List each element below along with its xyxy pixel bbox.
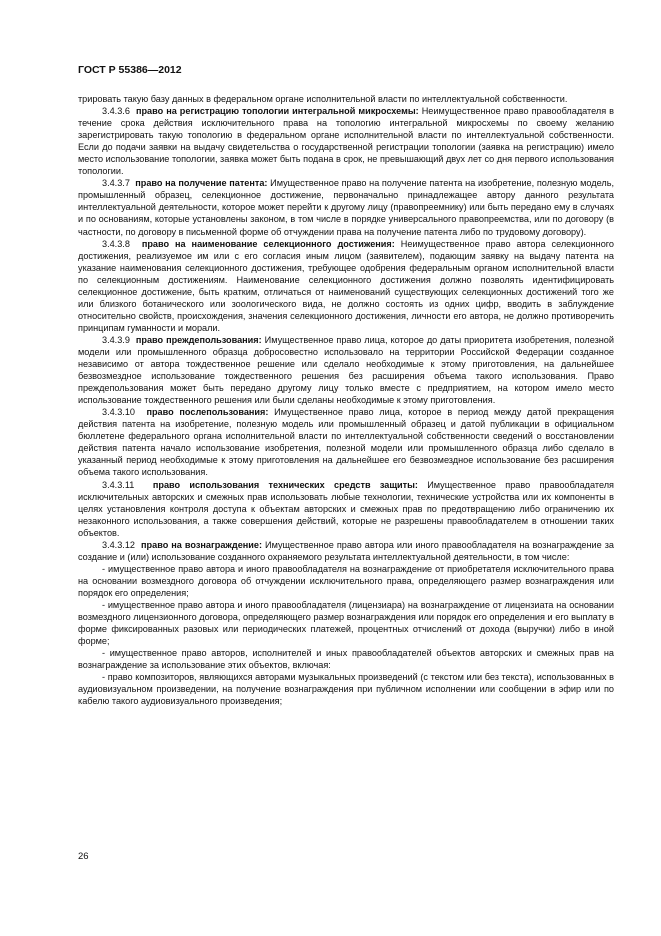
definition-text: Имущественное право автора или иного правообладателя на вознаграждение за создание и (или) использование созданного охраняемого результата интеллектуальной деятельности, в том числе: (78, 539, 614, 562)
definition-text: Неимущественное право правообладателя в течение срока действия исключительного права на топологию интегральной микросхемы по своему желанию зарегистрировать такую топологию в федеральном органе исполнительной власти по интеллектуальной собственности. Если до подачи заявки на выдачу свидетельства о государственной регистрации топологии (заявка на регистрацию) имело место использование топологии, заявка может быть подана в срок, не превышающий двух лет со дня первого использования топологии. (78, 106, 614, 177)
term: право использования технических средств защиты: (152, 479, 418, 490)
definition-3-4-3-12 (78, 539, 614, 563)
definition-3-4-3-9 (78, 334, 614, 406)
list-item-text: - имущественное право автора и иного правообладателя (лицензиара) на вознаграждение от лицензиата на основании возмездного лицензионного договора, определяющего размер вознаграждения или порядок его определения и его выплату в форме фиксированных разовых или периодических платежей, процентных отчислений от дохода (выручки) либо в иной форме; (78, 599, 614, 647)
clause-number: 3.4.3.6 (102, 106, 130, 117)
definition-text: Неимущественное право автора селекционного достижения, реализуемое им или с его согласия иным лицом (заявителем), подающим заявку на выдачу патента на указание наименования селекционного достижения, требующее одобрения федеральным органом исполнительной власти по селекционным достижениям. Наименование селекционного достижения должно позволять идентифицировать селекционное достижение, быть кратким, отличаться от наименований существующих селекционных достижений того же или близкого ботанического или зоологического вида, не должно состоять из одних цифр, вводить в заблуждение относительно свойств, происхождения, значения селекционного достижения, личности его автора, не должно противоречить принципам гуманности и морали. (78, 238, 614, 333)
clause-number: 3.4.3.10 (102, 407, 135, 418)
list-item-text: - имущественное право авторов, исполнителей и иных правообладателей объектов авторских и смежных прав на вознаграждение за использование этих объектов, включая: (78, 648, 614, 671)
list-item-text: - право композиторов, являющихся авторами музыкальных произведений (с текстом или без текста), использованных в аудиовизуальном произведении, на получение вознаграждения при публичном исполнении или сообщении в эфир или по кабелю такого аудиовизуального произведения; (78, 672, 614, 707)
page-number: 26 (78, 851, 89, 862)
term: право на получение патента: (135, 178, 268, 189)
term: право на вознаграждение: (141, 539, 262, 550)
definition-text: Имущественное право лица, которое до даты приоритета изобретения, полезной модели или промышленного образца добросовестно использовало на территории Российской Федерации созданное независимо от автора тождественное решение или сделало необходимые к этому приготовления, на дальнейшее безвозмездное использование тождественного решения без расширения объема такого использования. Право преждепользования может быть передано другому лицу только вместе с предприятием, на котором имело место использование тождественного решения или были сделаны необходимые к этому приготовления. (78, 334, 614, 406)
definition-3-4-3-8 (78, 238, 614, 334)
definition-text: Имущественное право правообладателя исключительных авторских и смежных прав использовать любые технологии, технические устройства или их компоненты в целях установления контроля доступа к объектам авторских и смежных прав по предотвращению либо ограничению их незаконного использования, а также совершения действий, которые не разрешены правообладателем в отношении таких объектов. (78, 479, 614, 538)
document-body (78, 93, 614, 707)
clause-number: 3.4.3.12 (102, 539, 135, 550)
term: право на наименование селекционного достижения: (141, 238, 395, 249)
paragraph-continuation (78, 93, 614, 105)
definition-3-4-3-10 (78, 406, 614, 478)
list-item (78, 563, 614, 599)
term: право послепользования: (146, 407, 269, 418)
term: право преждепользования: (135, 334, 262, 345)
definition-text: Имущественное право лица, которое в период между датой прекращения действия патента на изобретение, полезную модель или промышленный образец и датой публикации в официальном бюллетене федерального органа исполнительной власти по интеллектуальной собственности сведений о восстановлении действия патента начало использование изобретения, полезной модели или промышленного образца либо сделало в указанный период необходимые к этому приготовления на дальнейшее его безвозмездное использование без расширения объема такого использования. (78, 407, 614, 478)
definition-3-4-3-6 (78, 105, 614, 177)
definition-text: Имущественное право на получение патента на изобретение, полезную модель, промышленный образец, селекционное достижение, первоначально принадлежащее автору данного результата интеллектуальной деятельности, которое может перейти к другому лицу (правопреемнику) или быть передано ему в случаях и по основаниям, которые установлены законом, в том числе в порядке универсального правопреемства, или по договору (в частности, по договору в письменной форме об отчуждении права на получение патента либо по трудовому договору). (78, 178, 614, 237)
term: право на регистрацию топологии интегральной микросхемы: (135, 106, 419, 117)
list-item (78, 671, 614, 707)
clause-number: 3.4.3.7 (102, 178, 130, 189)
clause-number: 3.4.3.11 (102, 479, 135, 490)
list-item-text: - имущественное право автора и иного правообладателя на вознаграждение от приобретателя исключительного права на основании возмездного договора об отчуждении исключительного права, определяющего размер вознаграждения или порядок его определения; (78, 563, 614, 598)
paragraph-text: трировать такую базу данных в федеральном органе исполнительной власти по интеллектуальной собственности. (78, 94, 568, 104)
document-header: ГОСТ Р 55386—2012 (78, 64, 182, 76)
list-item (78, 599, 614, 647)
definition-3-4-3-7 (78, 177, 614, 237)
list-item (78, 647, 614, 671)
clause-number: 3.4.3.8 (102, 238, 130, 249)
definition-3-4-3-11 (78, 479, 614, 539)
clause-number: 3.4.3.9 (102, 334, 130, 345)
